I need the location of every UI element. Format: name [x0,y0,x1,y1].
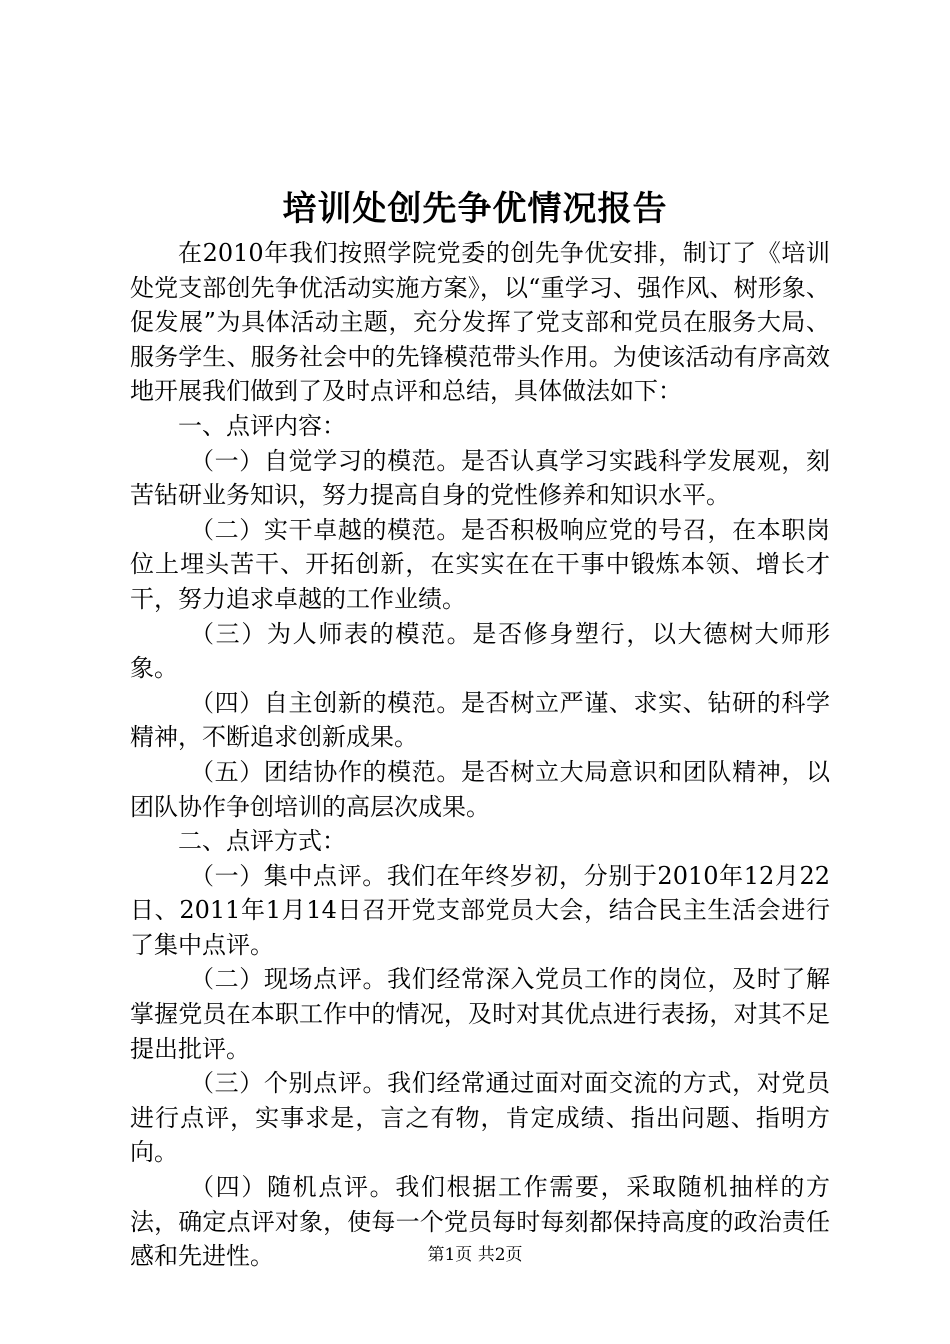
intro-paragraph: 在2010年我们按照学院党委的创先争优安排，制订了《培训处党支部创先争优活动实施方案》，以“重学习、强作风、树形象、促发展”为具体活动主题，充分发挥了党支部和党员在服务大局、服务学生、服务社会中的先锋模范带头作用。为使该活动有序高效地开展我们做到了及时点评和总结，具体做法如下： [130,239,830,406]
list-item: （一）集中点评。我们在年终岁初，分别于2010年12月22日、2011年1月14日召开党支部党员大会，结合民主生活会进行了集中点评。 [130,861,830,959]
list-item: （四）自主创新的模范。是否树立严谨、求实、钻研的科学精神，不断追求创新成果。 [130,688,830,752]
section-heading-review-method: 二、点评方式： [178,827,346,856]
list-item: （三）为人师表的模范。是否修身塑行，以大德树大师形象。 [130,619,830,683]
list-item: （五）团结协作的模范。是否树立大局意识和团队精神，以团队协作争创培训的高层次成果。 [130,757,830,821]
list-item: （一）自觉学习的模范。是否认真学习实践科学发展观，刻苦钻研业务知识，努力提高自身的党性修养和知识水平。 [130,446,830,510]
document-title: 培训处创先争优情况报告 [282,189,668,229]
page-number-footer: 第1页 共2页 [427,1245,523,1265]
section-heading-review-content: 一、点评内容： [178,411,346,440]
document-body [130,236,830,1274]
list-item: （二）现场点评。我们经常深入党员工作的岗位，及时了解掌握党员在本职工作中的情况，及时对其优点进行表扬，对其不足提出批评。 [130,965,830,1063]
list-item: （二）实干卓越的模范。是否积极响应党的号召，在本职岗位上埋头苦干、开拓创新，在实实在在干事中锻炼本领、增长才干，努力追求卓越的工作业绩。 [130,515,830,613]
list-item: （四）随机点评。我们根据工作需要，采取随机抽样的方法，确定点评对象，使每一个党员每时每刻都保持高度的政治责任感和先进性。 [130,1173,830,1271]
list-item: （三）个别点评。我们经常通过面对面交流的方式，对党员进行点评，实事求是，言之有物，肯定成绩、指出问题、指明方向。 [130,1069,830,1167]
